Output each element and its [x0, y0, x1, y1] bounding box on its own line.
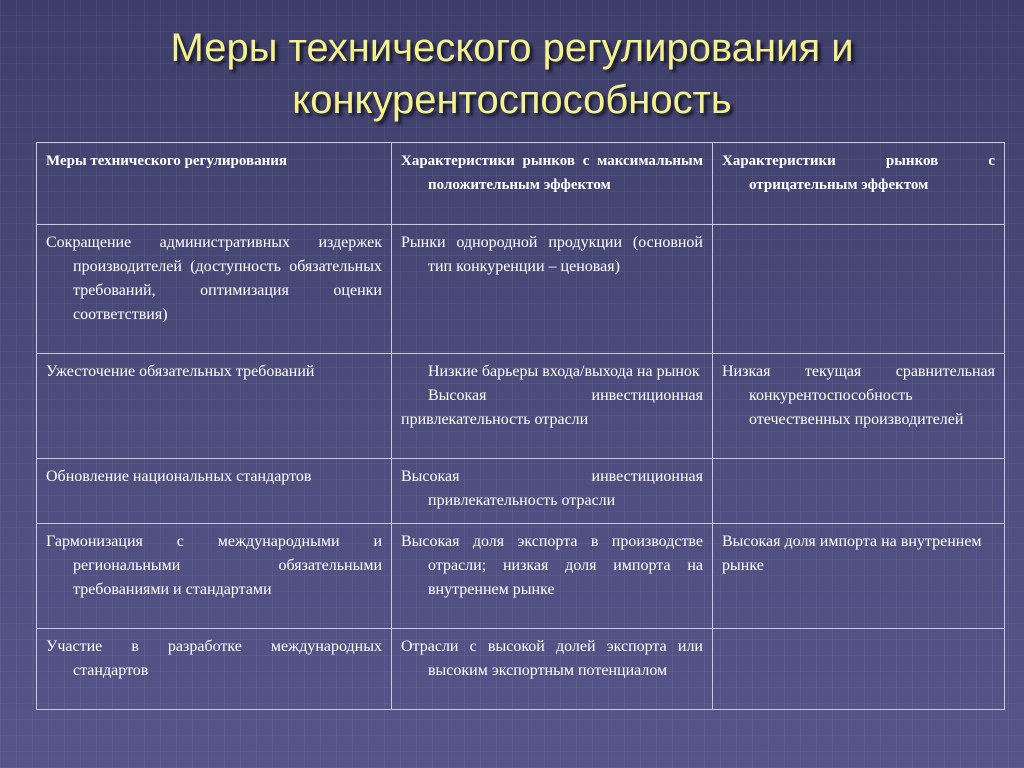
cell-measure: Сокращение административных издержек производителей (доступность обязательных требований, оптимизация оценки соответствия) [37, 225, 392, 354]
cell-positive: Высокая доля экспорта в производстве отрасли; низкая доля импорта на внутреннем рынке [392, 524, 713, 629]
table-header-row [37, 143, 1005, 225]
cell-negative [713, 629, 1005, 710]
cell-measure: Гармонизация с международными и региональными обязательными требованиями и стандартами [37, 524, 392, 629]
table [36, 142, 1005, 710]
cell-negative [713, 459, 1005, 524]
header-measures: Меры технического регулирования [37, 143, 392, 225]
cell-negative: Низкая текущая сравнительная конкурентоспособность отечественных производителей [713, 354, 1005, 459]
cell-positive: Высокая инвестиционная привлекательность отрасли [392, 459, 713, 524]
slide-title [0, 22, 1024, 126]
cell-measure: Участие в разработке международных стандартов [37, 629, 392, 710]
cell-measure: Обновление национальных стандартов [37, 459, 392, 524]
header-positive-effect: Характеристики рынков с максимальным положительным эффектом [392, 143, 713, 225]
cell-positive-line: Низкие барьеры входа/выхода на рынок [428, 363, 700, 380]
cell-positive-line: Высокая инвестиционная привлекательность отрасли [401, 387, 703, 428]
table-row [37, 225, 1005, 354]
slide-title-line-2: конкурентоспособность [292, 78, 732, 122]
cell-positive: Рынки однородной продукции (основной тип конкуренции – ценовая) [392, 225, 713, 354]
header-negative-effect: Характеристики рынков с отрицательным эффектом [713, 143, 1005, 225]
table-row [37, 459, 1005, 524]
cell-measure: Ужесточение обязательных требований [37, 354, 392, 459]
table-row [37, 354, 1005, 459]
table-row [37, 524, 1005, 629]
slide-title-line-1: Меры технического регулирования и [170, 26, 854, 70]
cell-negative: Высокая доля импорта на внутреннем рынке [713, 524, 1005, 629]
cell-positive: Отрасли с высокой долей экспорта или высоким экспортным потенциалом [392, 629, 713, 710]
cell-negative [713, 225, 1005, 354]
cell-positive [392, 354, 713, 459]
regulation-table [36, 142, 1004, 710]
table-row [37, 629, 1005, 710]
